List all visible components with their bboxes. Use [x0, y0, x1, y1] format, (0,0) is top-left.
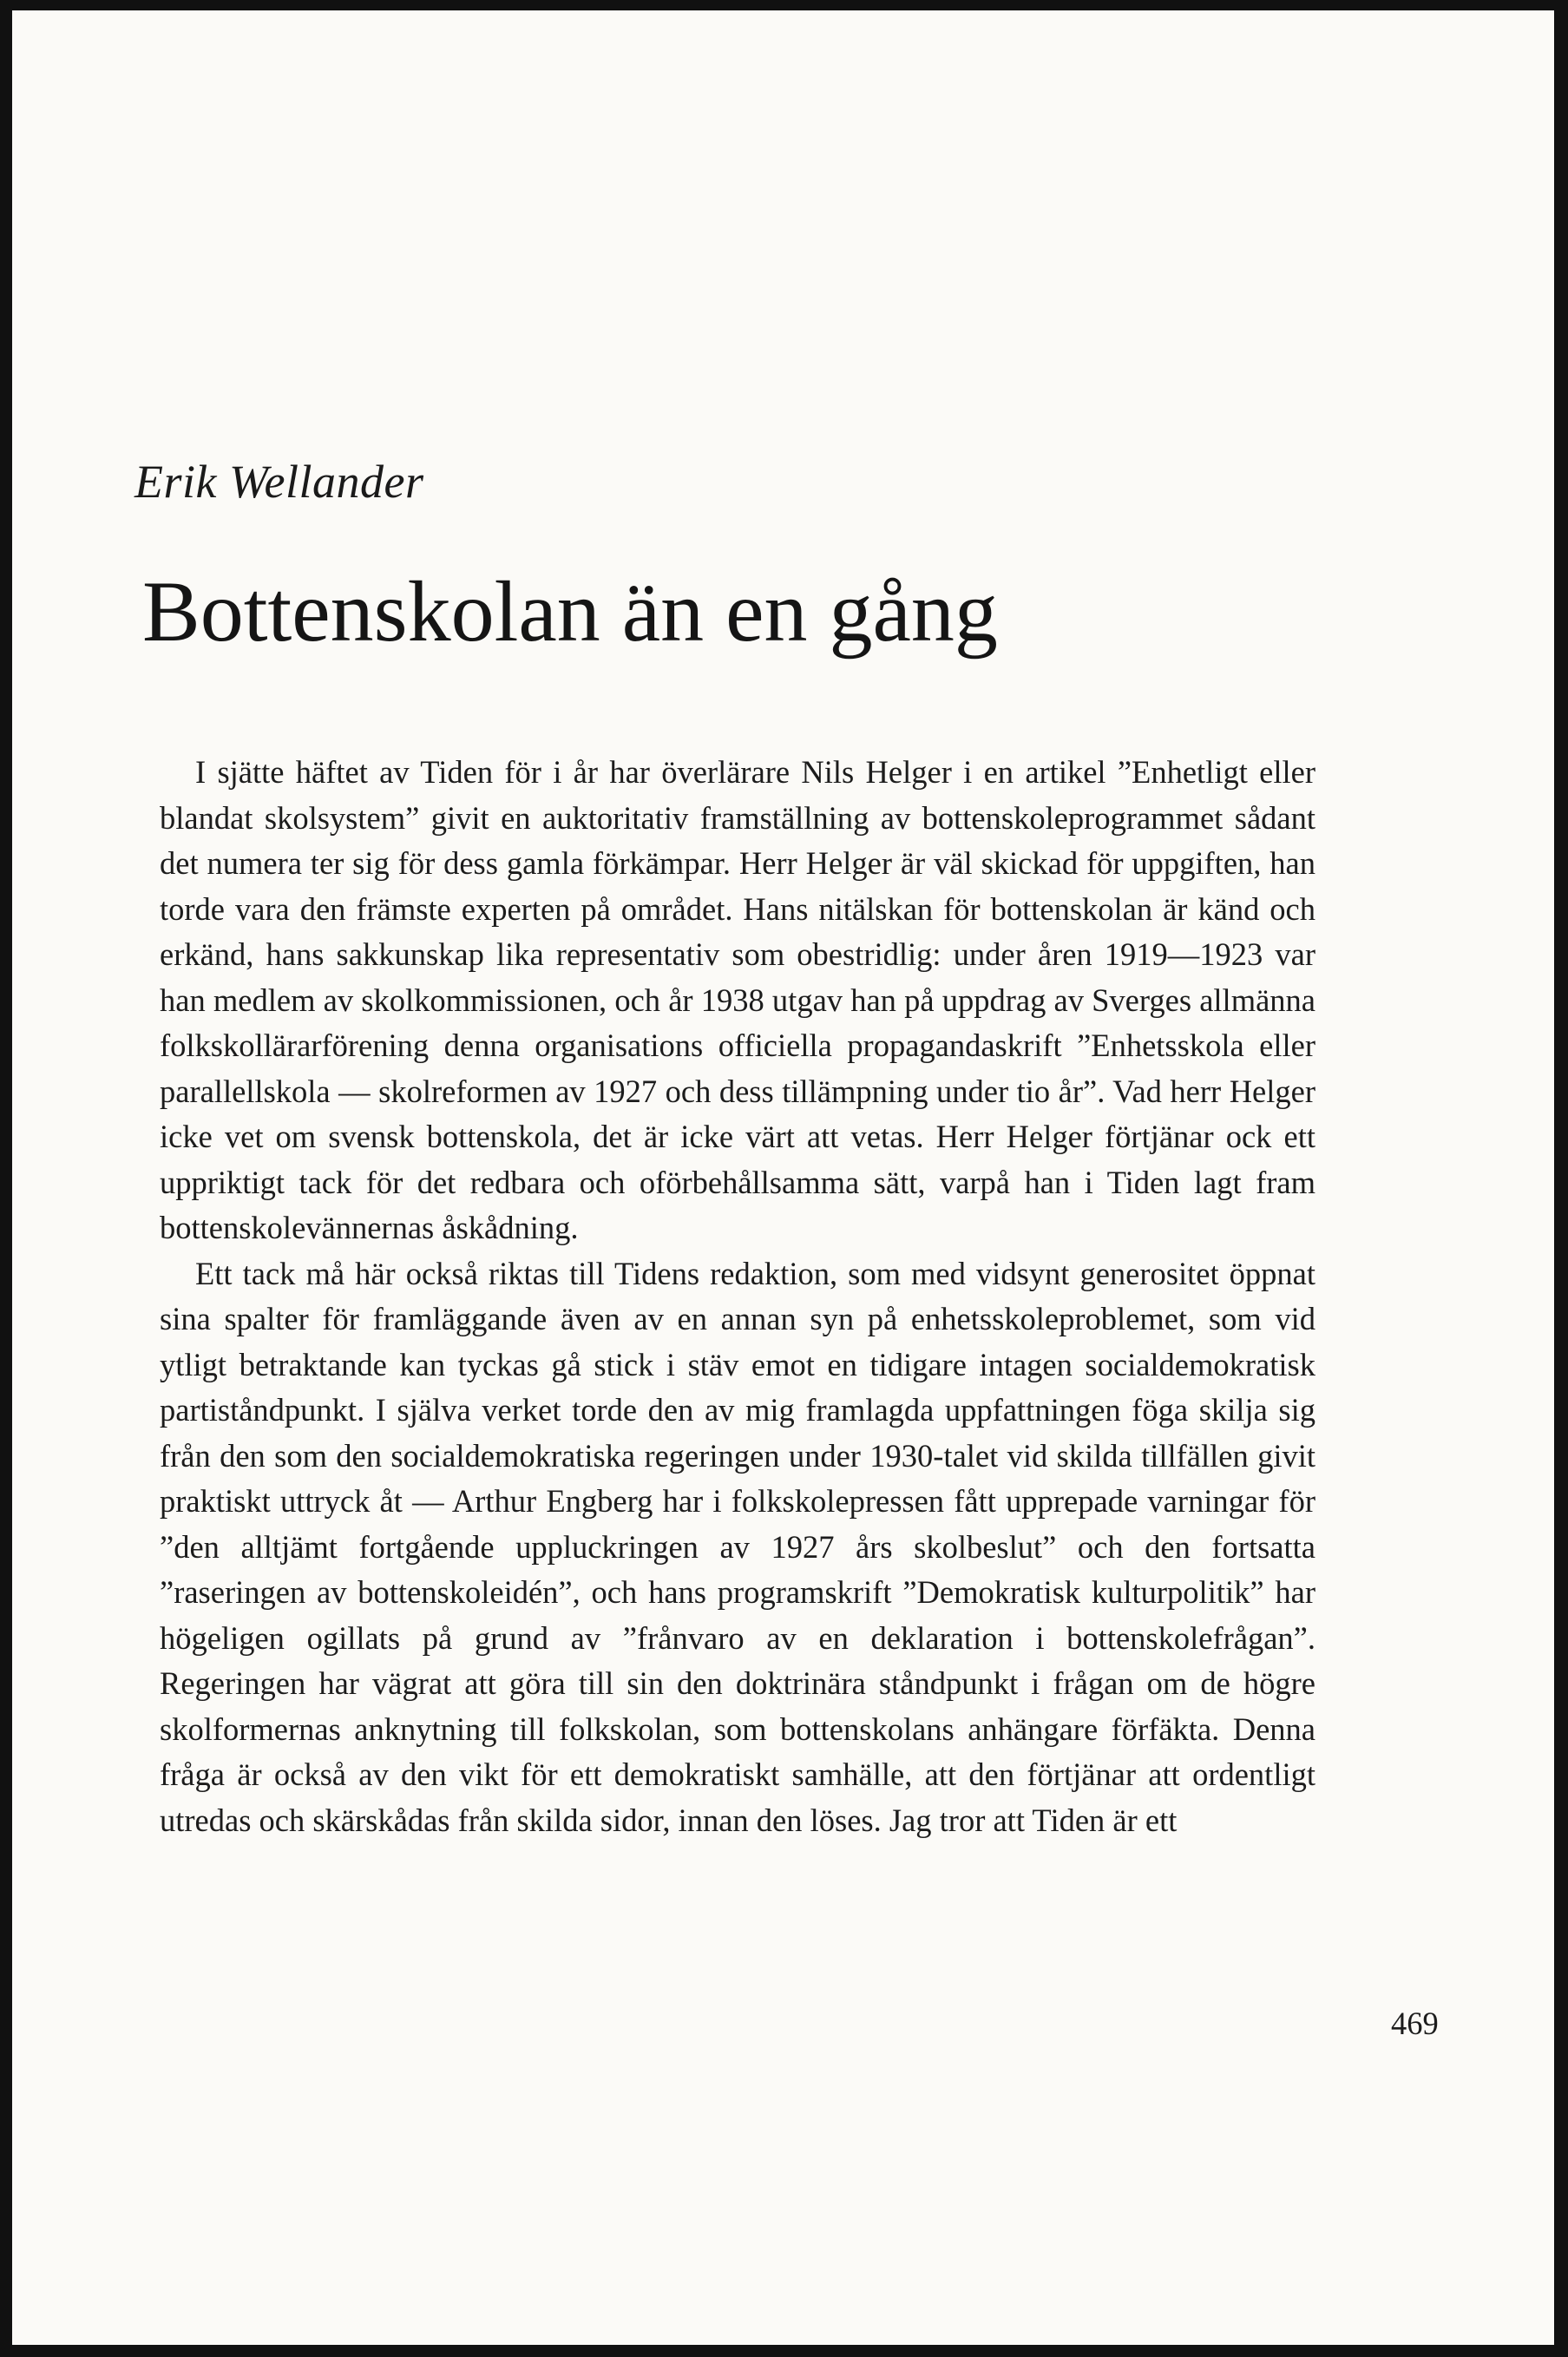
article-title: Bottenskolan än en gång	[142, 563, 998, 660]
page-number: 469	[1391, 2006, 1439, 2041]
paragraph-1: I sjätte häftet av Tiden för i år har överlärare Nils Helger i en artikel ”Enhetligt eller blandat skolsystem” givit en auktoritativ framställning av bottenskoleprogrammet sådant det numera ter sig för dess gamla förkämpar. Herr Helger är väl skickad för uppgiften, han torde vara den främste experten på området. Hans nitälskan för bottenskolan är känd och erkänd, hans sakkunskap lika representativ som obestridlig: under åren 1919—1923 var han medlem av skolkommissionen, och år 1938 utgav han på uppdrag av Sverges allmänna folkskollärarförening denna organisations officiella propagandaskrift ”Enhetsskola eller parallellskola — skolreformen av 1927 och dess tillämpning under tio år”. Vad herr Helger icke vet om svensk bottenskola, det är icke värt att vetas. Herr Helger förtjänar ock ett uppriktigt tack för det redbara och oförbehållsamma sätt, varpå han i Tiden lagt fram bottenskolevännernas åskådning.	[160, 754, 1315, 1245]
article-body	[160, 750, 1315, 1843]
page	[12, 10, 1554, 2345]
paragraph-2: Ett tack må här också riktas till Tidens redaktion, som med vidsynt generositet öppnat sina spalter för framläggande även av en annan syn på enhetsskoleproblemet, som vid ytligt betraktande kan tyckas gå stick i stäv emot en tidigare intagen socialdemokratisk partiståndpunkt. I själva verket torde den av mig framlagda uppfattningen föga skilja sig från den som den socialdemokratiska regeringen under 1930-talet vid skilda tillfällen givit praktiskt uttryck åt — Arthur Engberg har i folkskolepressen fått upprepade varningar för ”den alltjämt fortgående uppluckringen av 1927 års skolbeslut” och den fortsatta ”raseringen av bottenskoleidén”, och hans programskrift ”Demokratisk kulturpolitik” har högeligen ogillats på grund av ”frånvaro av en deklaration i bottenskolefrågan”. Regeringen har vägrat att göra till sin den doktrinära ståndpunkt i frågan om de högre skolformernas anknytning till folkskolan, som bottenskolans anhängare förfäkta. Denna fråga är också av den vikt för ett demokratiskt samhälle, att den förtjänar att ordentligt utredas och skärskådas från skilda sidor, innan den löses. Jag tror att Tiden är ett	[160, 1255, 1315, 1838]
author-name: Erik Wellander	[134, 456, 424, 508]
